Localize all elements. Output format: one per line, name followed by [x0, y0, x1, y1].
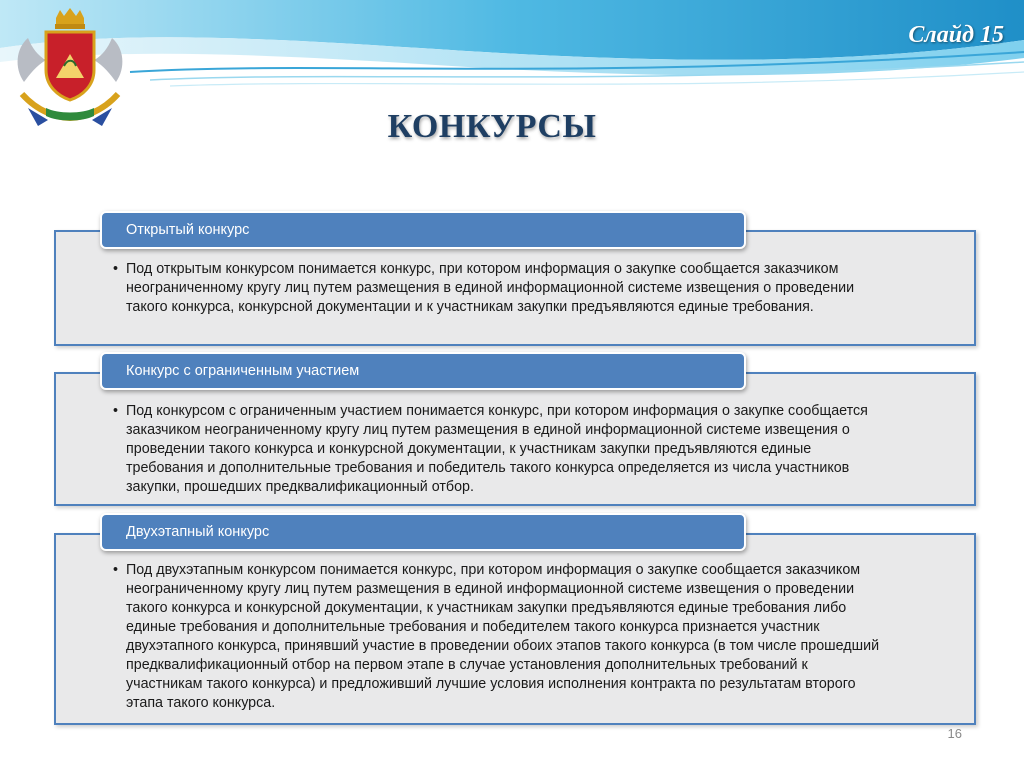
slide-label: Слайд 15 — [908, 22, 1004, 48]
section-heading-two-stage-contest: Двухэтапный конкурс — [100, 513, 746, 551]
page-number: 16 — [947, 726, 962, 741]
bullet-icon: • — [113, 562, 119, 578]
bullet-icon: • — [113, 403, 119, 419]
bullet-icon: • — [113, 261, 119, 277]
page-title: КОНКУРСЫ — [387, 108, 597, 145]
section-heading-open-contest: Открытый конкурс — [100, 211, 746, 249]
header-waves — [0, 0, 1024, 110]
section-heading-limited-contest: Конкурс с ограниченным участием — [100, 352, 746, 390]
section-text-two-stage-contest: • Под двухэтапным конкурсом понимается конкурс, при котором информация о закупке сообщается заказчиком неограниченному кругу лиц путем размещения в единой информационной системе извещения о проведении такого конкурса и конкурсной документации, к участникам закупки предъявляются единые требования либо единые требования и дополнительные требования и победителем такого конкурса признается участник двухэтапного конкурса, принявший участие в проведении обоих этапов такого конкурса (в том числе прошедший предквалификационный отбор на первом этапе в случае установления дополнительных требований к участникам такого конкурса) и предложивший лучшие условия исполнения контракта по результатам второго этапа такого конкурса. — [113, 562, 880, 711]
section-text-limited-contest: • Под конкурсом с ограниченным участием понимается конкурс, при котором информация о закупке сообщается заказчиком неограниченному кругу лиц путем размещения в единой информационной системе извещения о проведении такого конкурса и конкурсной документации, к участникам закупки предъявляются единые требования и дополнительные требования и победитель такого конкурса определяется из числа участников закупки, прошедших предквалификационный отбор. — [113, 403, 868, 495]
section-text-open-contest: • Под открытым конкурсом понимается конкурс, при котором информация о закупке сообщается заказчиком неограниченному кругу лиц путем размещения в единой информационной системе извещения о проведении такого конкурса, конкурсной документации и к участникам закупки предъявляются единые требования. — [113, 261, 855, 315]
